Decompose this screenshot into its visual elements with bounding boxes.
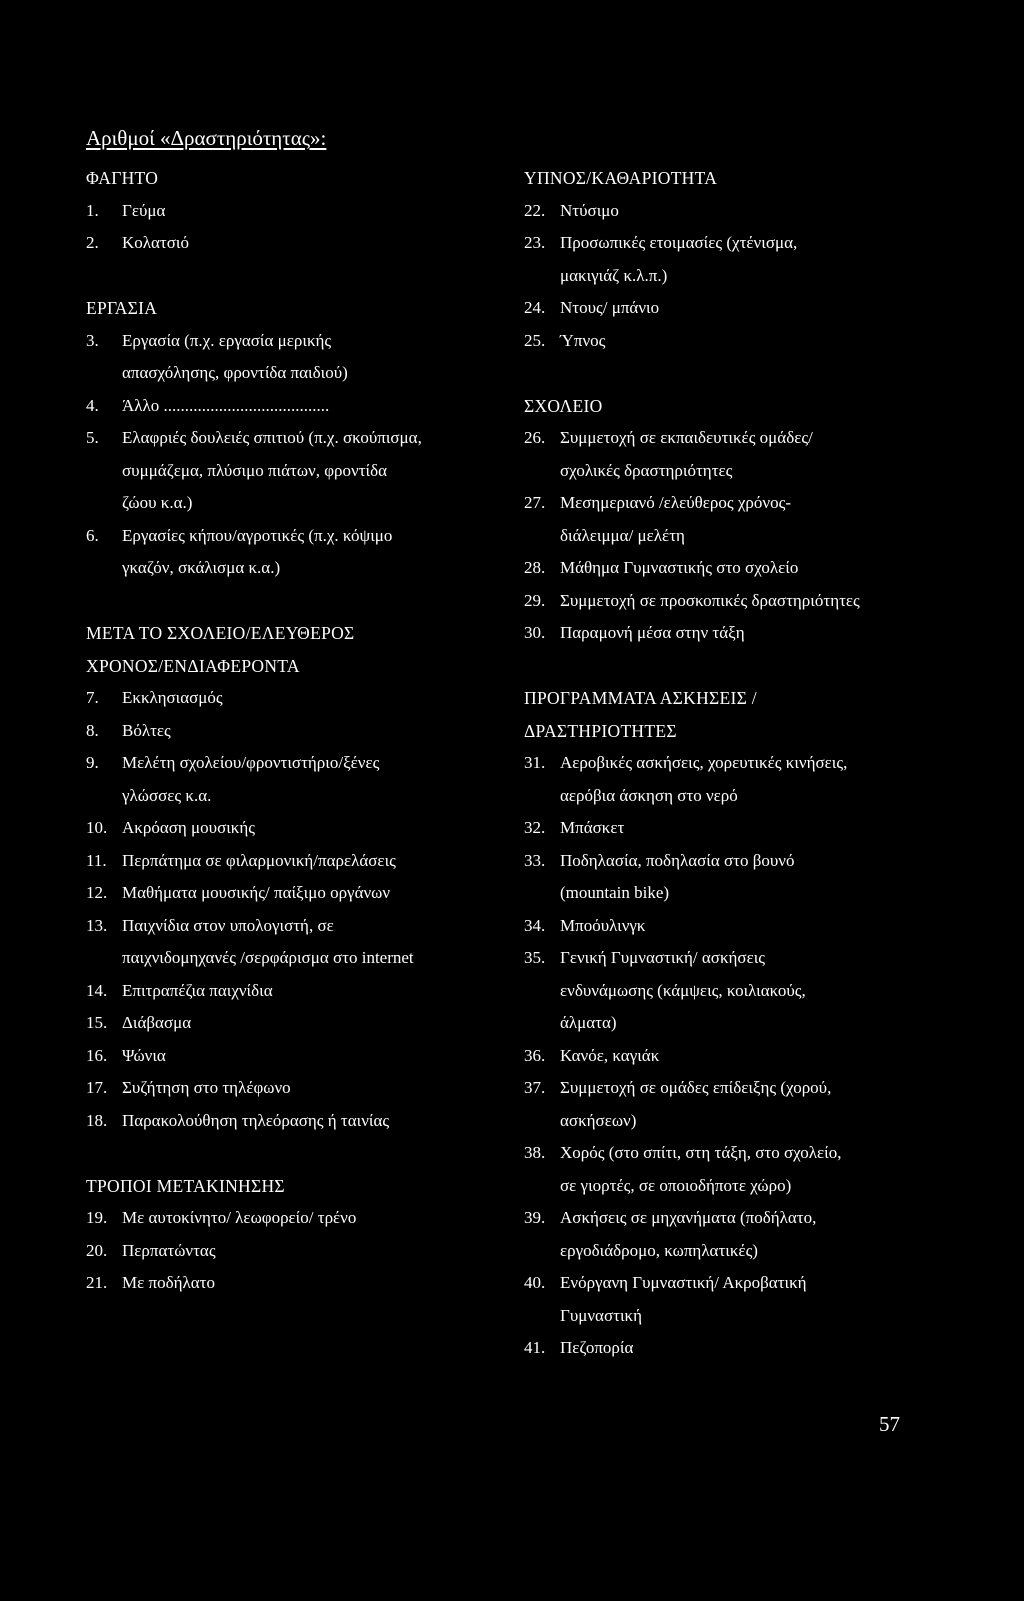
- list-item: [524, 1267, 944, 1300]
- list-item: [86, 877, 496, 910]
- item-number: 13.: [86, 915, 108, 935]
- item-number: 41.: [524, 1338, 546, 1357]
- list-item: [86, 1267, 496, 1300]
- list-item: [524, 747, 944, 780]
- list-item: [86, 520, 496, 553]
- item-text: Διάβασμα: [122, 1013, 192, 1032]
- item-continuation: απασχόλησης, φροντίδα παιδιού): [122, 363, 348, 382]
- list-item: [524, 1332, 944, 1365]
- item-text: Ψώνια: [122, 1045, 166, 1065]
- item-text: Μελέτη σχολείου/φροντιστήριο/ξένες: [122, 753, 380, 772]
- section-heading: ΧΡΟΝΟΣ/ΕΝΔΙΑΦΕΡΟΝΤΑ: [86, 655, 300, 676]
- item-text: Συμμετοχή σε εκπαιδευτικές ομάδες/: [560, 428, 813, 447]
- list-item: [524, 1072, 944, 1105]
- list-item: [86, 195, 496, 228]
- item-number: 2.: [86, 233, 99, 252]
- item-number: 35.: [524, 948, 546, 967]
- item-continuation: εργοδιάδρομο, κωπηλατικές): [560, 1240, 758, 1260]
- list-item: [86, 747, 496, 780]
- item-number: 36.: [524, 1045, 546, 1065]
- item-text: Παρακολούθηση τηλεόρασης ή ταινίας: [122, 1110, 390, 1130]
- item-text: Με ποδήλατο: [122, 1273, 215, 1292]
- section-heading: ΔΡΑΣΤΗΡΙΟΤΗΤΕΣ: [524, 720, 677, 741]
- item-number: 38.: [524, 1143, 546, 1162]
- list-item: [86, 812, 496, 845]
- item-number: 37.: [524, 1078, 546, 1097]
- list-item: [86, 422, 496, 455]
- list-item: [86, 1235, 496, 1268]
- item-continuation: συμμάζεμα, πλύσιμο πιάτων, φροντίδα: [122, 460, 388, 480]
- item-text: Ενόργανη Γυμναστική/ Ακροβατική: [560, 1273, 807, 1292]
- list-item: [86, 910, 496, 943]
- section-spacer: [86, 1137, 496, 1170]
- list-item: [524, 292, 944, 325]
- item-continuation: σε γιορτές, σε οποιοδήποτε χώρο): [560, 1175, 792, 1195]
- list-item: [524, 325, 944, 358]
- list-item: [524, 422, 944, 455]
- list-item: [86, 715, 496, 748]
- item-continuation: παιχνιδομηχανές /σερφάρισμα στο internet: [122, 948, 414, 967]
- item-text: Κανόε, καγιάκ: [560, 1045, 660, 1065]
- left-column: [86, 162, 496, 1300]
- list-item: [86, 1105, 496, 1138]
- item-number: 5.: [86, 428, 99, 447]
- item-number: 17.: [86, 1078, 108, 1097]
- item-number: 15.: [86, 1013, 108, 1032]
- item-text: Κολατσιό: [122, 233, 189, 252]
- item-text: Ποδηλασία, ποδηλασία στο βουνό: [560, 850, 795, 870]
- list-item: [524, 1040, 944, 1073]
- section-heading: ΦΑΓΗΤΟ: [86, 168, 159, 188]
- item-text: Χορός (στο σπίτι, στη τάξη, στο σχολείο,: [560, 1143, 842, 1162]
- item-number: 24.: [524, 298, 546, 317]
- item-text: Συμμετοχή σε προσκοπικές δραστηριότητες: [560, 590, 860, 610]
- item-number: 26.: [524, 428, 546, 447]
- item-text: Ακρόαση μουσικής: [122, 818, 255, 837]
- item-text: Προσωπικές ετοιμασίες (χτένισμα,: [560, 233, 798, 252]
- item-number: 40.: [524, 1273, 546, 1292]
- list-item: [524, 585, 944, 618]
- item-number: 11.: [86, 850, 107, 870]
- item-continuation: άλματα): [560, 1013, 617, 1032]
- item-text: Ελαφριές δουλειές σπιτιού (π.χ. σκούπισμα,: [122, 428, 422, 447]
- list-item: [524, 617, 944, 650]
- list-item: [524, 1202, 944, 1235]
- item-number: 8.: [86, 720, 99, 740]
- item-text: Εργασίες κήπου/αγροτικές (π.χ. κόψιμο: [122, 525, 393, 545]
- section-spacer: [86, 585, 496, 618]
- item-continuation: ενδυνάμωσης (κάμψεις, κοιλιακούς,: [560, 980, 806, 1000]
- list-item: [86, 845, 496, 878]
- item-text: Μποόυλινγκ: [560, 915, 646, 935]
- section-spacer: [524, 357, 944, 390]
- item-continuation: (mountain bike): [560, 883, 670, 902]
- list-item: [524, 910, 944, 943]
- list-item: [86, 975, 496, 1008]
- item-number: 20.: [86, 1240, 108, 1260]
- item-text: Παραμονή μέσα στην τάξη: [560, 623, 745, 642]
- item-number: 21.: [86, 1273, 108, 1292]
- item-continuation: Γυμναστική: [560, 1305, 642, 1325]
- right-column: [524, 162, 944, 1365]
- list-item: [524, 845, 944, 878]
- item-text: Περπάτημα σε φιλαρμονική/παρελάσεις: [122, 850, 396, 870]
- item-continuation: γλώσσες κ.α.: [122, 785, 212, 805]
- item-number: 6.: [86, 525, 99, 545]
- item-number: 10.: [86, 818, 108, 837]
- item-text: Περπατώντας: [122, 1240, 216, 1260]
- item-number: 28.: [524, 558, 546, 577]
- item-text: Άλλο .......................................: [122, 395, 330, 415]
- list-item: [86, 1202, 496, 1235]
- page-number: 57: [879, 1412, 900, 1436]
- item-text: Μεσημεριανό /ελεύθερος χρόνος-: [560, 493, 791, 512]
- list-item: [86, 1007, 496, 1040]
- item-text: Επιτραπέζια παιχνίδια: [122, 980, 273, 1000]
- list-item: [524, 195, 944, 228]
- list-item: [86, 390, 496, 423]
- section-heading: ΠΡΟΓΡΑΜΜΑΤΑ ΑΣΚΗΣΕΙΣ /: [524, 688, 757, 708]
- item-continuation: αερόβια άσκηση στο νερό: [560, 785, 738, 805]
- section-heading: ΤΡΟΠΟΙ ΜΕΤΑΚΙΝΗΣΗΣ: [86, 1175, 285, 1196]
- item-number: 29.: [524, 590, 546, 610]
- list-item: [86, 325, 496, 358]
- item-number: 19.: [86, 1208, 108, 1227]
- list-item: [524, 942, 944, 975]
- item-number: 7.: [86, 688, 99, 707]
- item-number: 34.: [524, 915, 546, 935]
- section-spacer: [524, 650, 944, 683]
- item-text: Ντύσιμο: [560, 200, 619, 220]
- item-text: Συζήτηση στο τηλέφωνο: [122, 1078, 291, 1097]
- item-text: Εκκλησιασμός: [122, 688, 223, 707]
- item-number: 39.: [524, 1208, 546, 1227]
- item-number: 32.: [524, 818, 546, 837]
- item-text: Εργασία (π.χ. εργασία μερικής: [122, 330, 332, 350]
- list-item: [524, 227, 944, 260]
- list-item: [524, 487, 944, 520]
- item-text: Συμμετοχή σε ομάδες επίδειξης (χορού,: [560, 1078, 832, 1097]
- item-text: Ασκήσεις σε μηχανήματα (ποδήλατο,: [560, 1208, 817, 1227]
- section-heading: ΕΡΓΑΣΙΑ: [86, 298, 158, 318]
- section-spacer: [86, 260, 496, 293]
- item-text: Ντους/ μπάνιο: [560, 298, 660, 317]
- item-text: Μάθημα Γυμναστικής στο σχολείο: [560, 558, 799, 577]
- section-heading: ΜΕΤΑ ΤΟ ΣΧΟΛΕΙΟ/ΕΛΕΥΘΕΡΟΣ: [86, 623, 355, 643]
- list-item: [524, 552, 944, 585]
- item-number: 31.: [524, 753, 546, 772]
- item-text: Μαθήματα μουσικής/ παίξιμο οργάνων: [122, 883, 391, 902]
- item-text: Γεύμα: [122, 200, 166, 220]
- item-number: 27.: [524, 493, 546, 512]
- item-number: 23.: [524, 233, 546, 252]
- item-text: Βόλτες: [122, 720, 171, 740]
- item-text: Ύπνος: [560, 330, 606, 350]
- item-number: 14.: [86, 980, 108, 1000]
- list-item: [86, 1040, 496, 1073]
- item-number: 9.: [86, 753, 99, 772]
- item-text: Πεζοπορία: [560, 1338, 634, 1357]
- section-heading: ΥΠΝΟΣ/ΚΑΘΑΡΙΟΤΗΤΑ: [524, 168, 718, 188]
- item-number: 16.: [86, 1045, 108, 1065]
- item-continuation: μακιγιάζ κ.λ.π.): [560, 265, 668, 285]
- item-text: Παιχνίδια στον υπολογιστή, σε: [122, 915, 334, 935]
- item-number: 25.: [524, 330, 546, 350]
- item-number: 3.: [86, 330, 99, 350]
- item-continuation: ασκήσεων): [560, 1110, 637, 1130]
- item-number: 30.: [524, 623, 546, 642]
- item-text: Γενική Γυμναστική/ ασκήσεις: [560, 948, 766, 967]
- item-continuation: ζώου κ.α.): [122, 493, 193, 512]
- item-number: 12.: [86, 883, 108, 902]
- list-item: [524, 812, 944, 845]
- item-number: 1.: [86, 200, 99, 220]
- list-item: [86, 1072, 496, 1105]
- item-text: Μπάσκετ: [560, 818, 625, 837]
- list-item: [524, 1137, 944, 1170]
- item-continuation: διάλειμμα/ μελέτη: [560, 525, 685, 545]
- item-number: 22.: [524, 200, 546, 220]
- list-item: [86, 227, 496, 260]
- list-item: [86, 682, 496, 715]
- section-heading: ΣΧΟΛΕΙΟ: [524, 395, 603, 416]
- item-text: Με αυτοκίνητο/ λεωφορείο/ τρένο: [122, 1208, 357, 1227]
- item-number: 4.: [86, 395, 99, 415]
- page-title: Αριθμοί «Δραστηριότητας»:: [86, 126, 327, 150]
- item-number: 33.: [524, 850, 546, 870]
- item-number: 18.: [86, 1110, 108, 1130]
- item-continuation: γκαζόν, σκάλισμα κ.α.): [122, 558, 281, 577]
- item-continuation: σχολικές δραστηριότητες: [560, 460, 733, 480]
- item-text: Αεροβικές ασκήσεις, χορευτικές κινήσεις,: [560, 753, 848, 772]
